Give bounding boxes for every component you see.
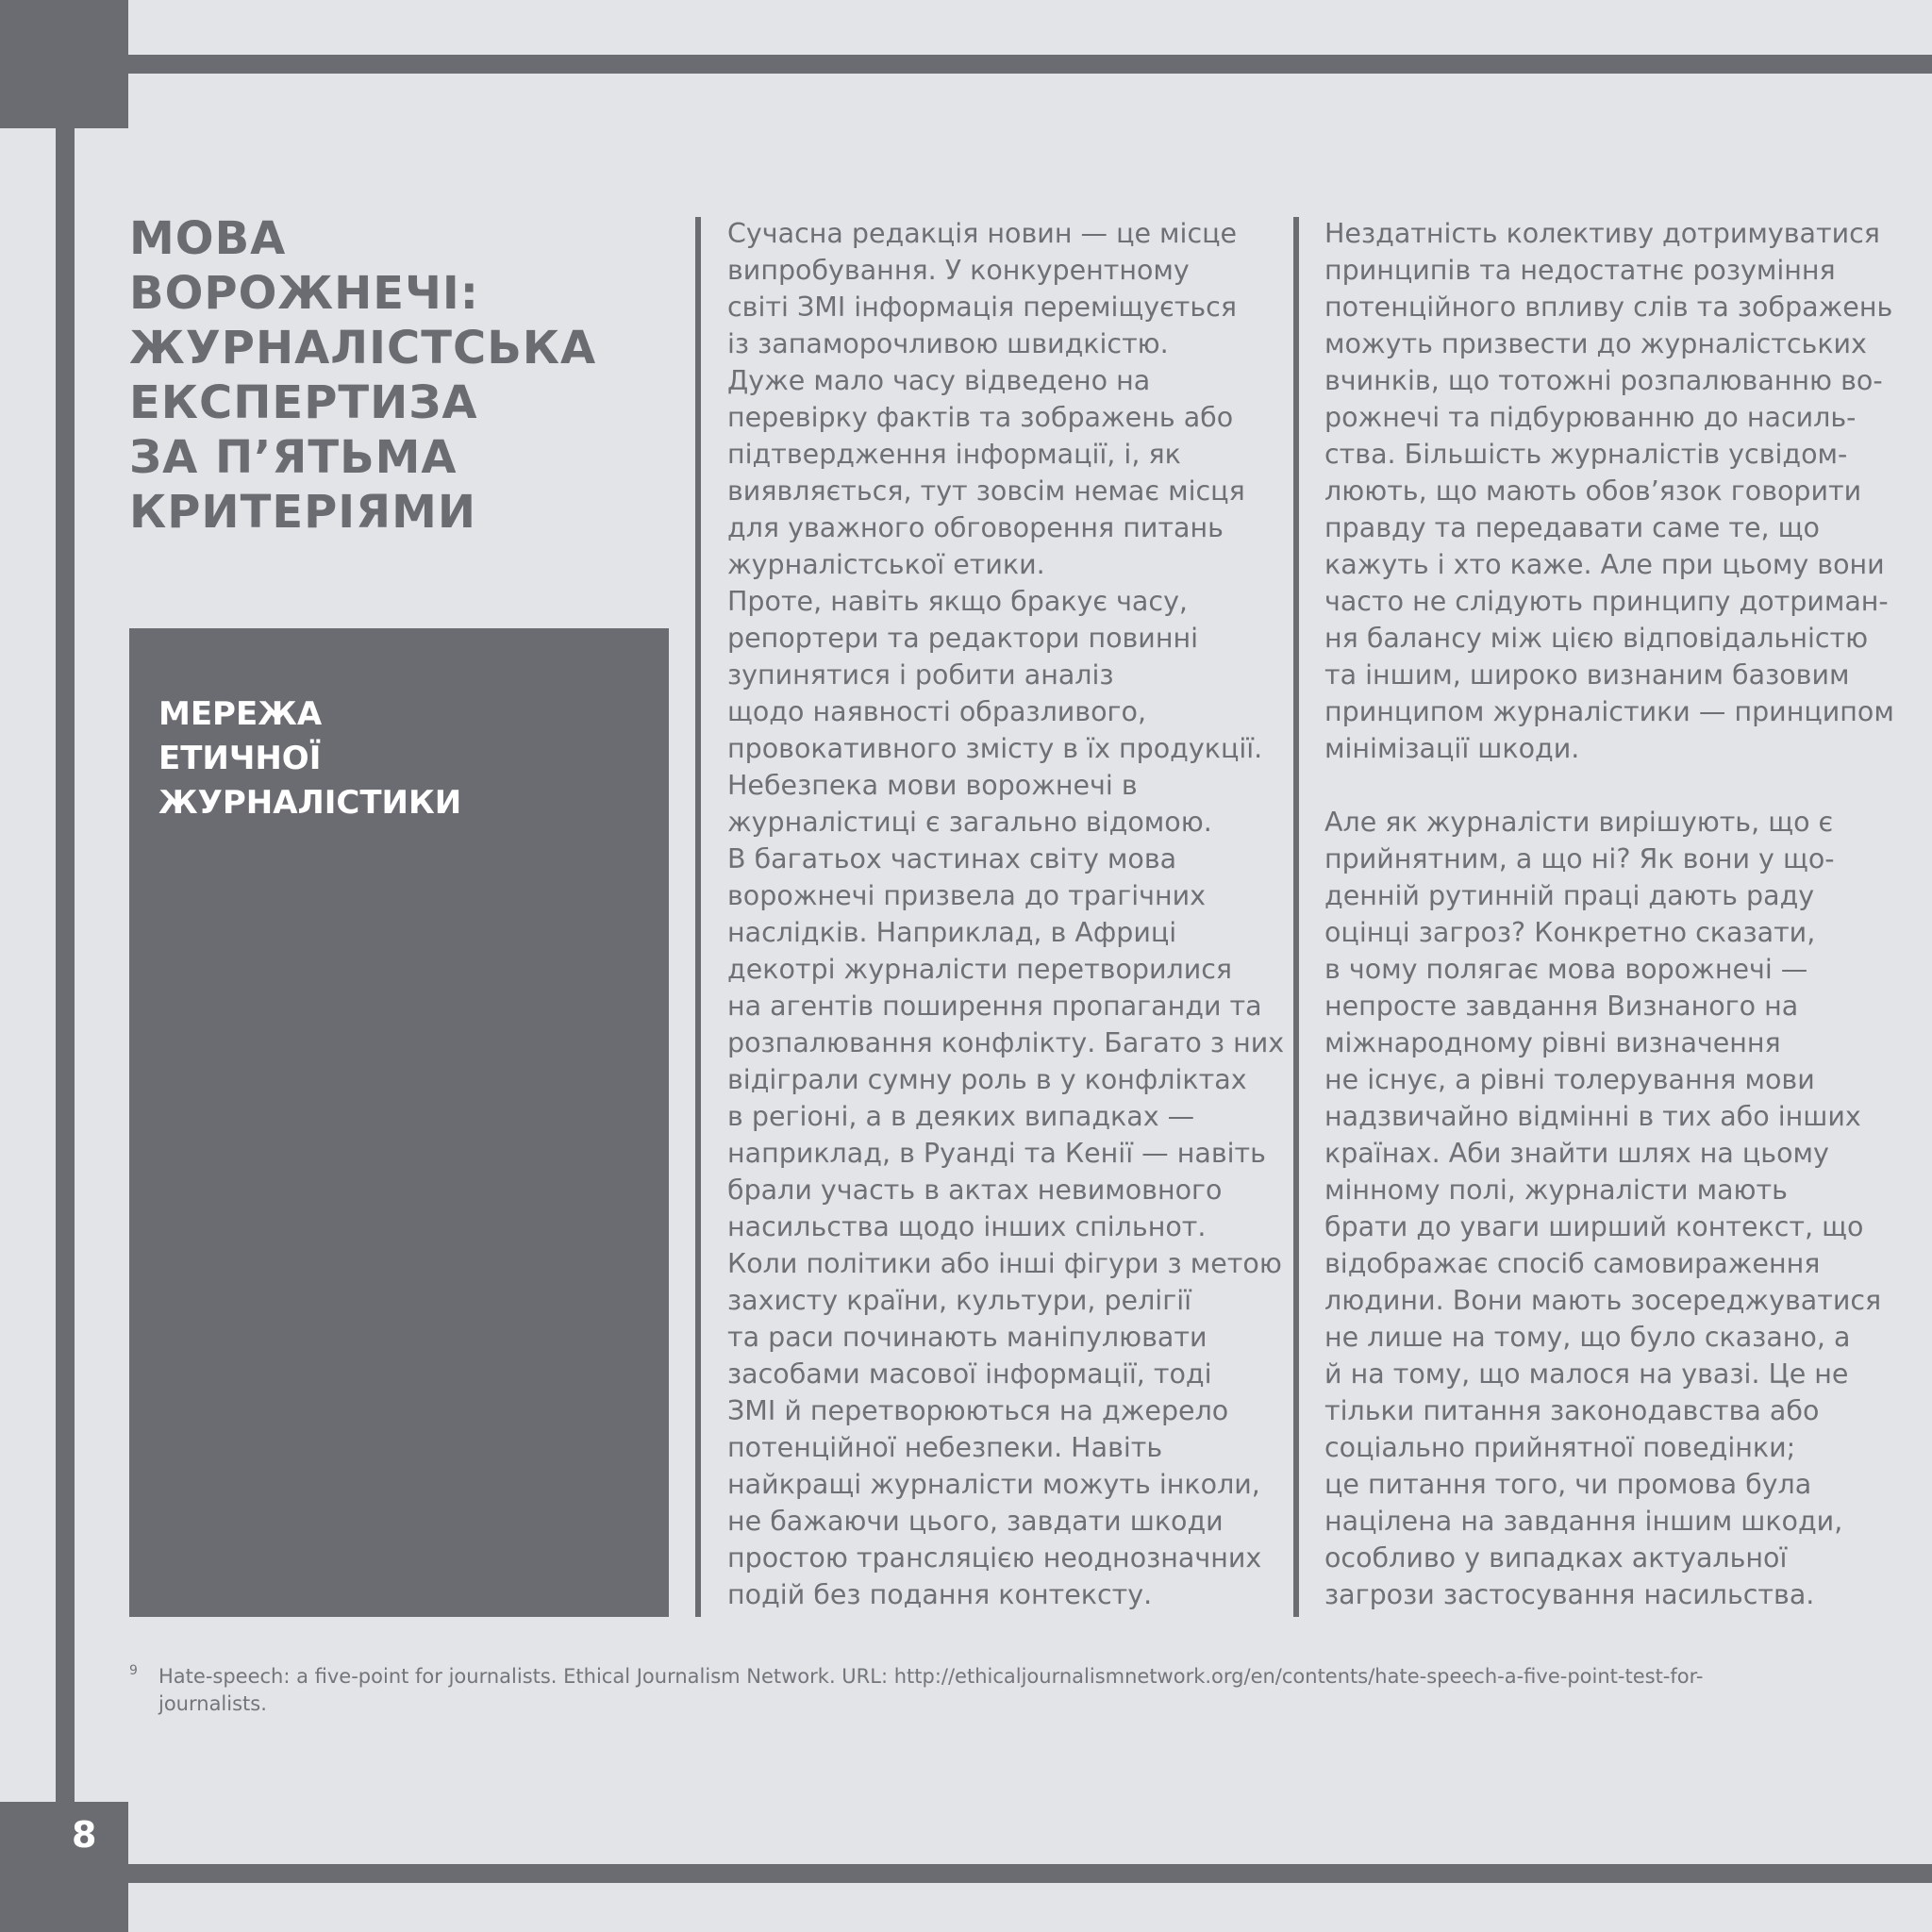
text-line: наслідків. Наприклад, в Африці (727, 917, 1177, 948)
text-line: Проте, навіть якщо бракує часу, (727, 586, 1188, 617)
text-line: та іншим, широко визнаним базовим (1324, 659, 1850, 691)
page-number: 8 (72, 1814, 97, 1856)
column-1-rule (695, 217, 701, 1617)
text-line: це питання того, чи промова була (1324, 1469, 1812, 1500)
column-2-paragraph-1 (1324, 215, 1894, 767)
text-line: відображає спосіб самовираження (1324, 1248, 1821, 1279)
frame-left-inset (0, 128, 56, 1802)
text-line: насильства щодо інших спільнот. (727, 1211, 1207, 1242)
text-line: мінному полі, журналісти мають (1324, 1174, 1788, 1206)
text-line: прийнятним, а що ні? Як вони у що- (1324, 843, 1835, 874)
text-line: непросте завдання Визнаного на (1324, 991, 1799, 1022)
title-line: ЖУРНАЛІСТСЬКА (129, 322, 597, 375)
text-line: країнах. Аби знайти шлях на цьому (1324, 1138, 1829, 1169)
text-line: часто не слідують принципу дотриман- (1324, 586, 1889, 617)
text-line: журналістської етики. (727, 549, 1045, 580)
box-line: ЖУРНАЛІСТИКИ (158, 784, 462, 822)
text-line: простою трансляцією неоднозначних (727, 1542, 1262, 1574)
text-line: Небезпека мови ворожнечі в (727, 770, 1138, 801)
text-line: Коли політики або інші фігури з метою (727, 1248, 1282, 1279)
text-line: не бажаючи цього, завдати шкоди (727, 1506, 1224, 1537)
text-line: щодо наявності образливого, (727, 696, 1147, 727)
text-line: провокативного змісту в їх продукції. (727, 733, 1263, 764)
text-line: тільки питання законодавства або (1324, 1395, 1820, 1426)
text-line: виявляється, тут зовсім немає місця (727, 475, 1245, 507)
text-line: зупинятися і робити аналіз (727, 659, 1114, 691)
text-line: принципів та недостатнє розуміння (1324, 255, 1836, 286)
text-line: й на тому, що малося на увазі. Це не (1324, 1358, 1849, 1390)
column-2-paragraph-2 (1324, 804, 1890, 1613)
text-line: особливо у випадках актуальної (1324, 1542, 1788, 1574)
title-line: ЗА П’ЯТЬМА (129, 431, 458, 484)
title-line: МОВА (129, 212, 287, 265)
text-line: засобами масової інформації, тоді (727, 1358, 1212, 1390)
text-line: можуть призвести до журналістських (1324, 328, 1867, 359)
footnote (129, 1663, 1827, 1718)
text-line: Сучасна редакція новин — це місце (727, 218, 1238, 249)
text-line: для уважного обговорення питань (727, 512, 1224, 543)
text-line: принципом журналістики — принципом (1324, 696, 1894, 727)
text-line: націлена на завдання іншим шкоди, (1324, 1506, 1843, 1537)
text-line: не лише на тому, що було сказано, а (1324, 1322, 1851, 1353)
title-line: ВОРОЖНЕЧІ: (129, 267, 479, 320)
sidebar-box-heading (158, 692, 630, 825)
text-line: В багатьох частинах світу мова (727, 843, 1177, 874)
body-column-2 (1324, 215, 1894, 1613)
text-line: не існує, а рівні толерування мови (1324, 1064, 1815, 1095)
text-line: потенційного впливу слів та зображень (1324, 291, 1893, 323)
text-line: репортери та редактори повинні (727, 623, 1199, 654)
text-line: вчинків, що тотожні розпалюванню во- (1324, 365, 1883, 396)
box-line: ЕТИЧНОЇ (158, 740, 322, 777)
sidebar-box (129, 628, 669, 1617)
text-line: людини. Вони мають зосереджуватися (1324, 1285, 1882, 1316)
text-line: декотрі журналісти перетворилися (727, 954, 1233, 985)
page-title (129, 211, 676, 540)
text-line: відіграли сумну роль в у конфліктах (727, 1064, 1247, 1095)
frame-bottom-bar (0, 1864, 1932, 1883)
body-column-1 (727, 215, 1293, 1613)
frame-left-bar (56, 74, 75, 1866)
text-line: соціально прийнятної поведінки; (1324, 1432, 1796, 1463)
text-line: люють, що мають обов’язок говорити (1324, 475, 1862, 507)
text-line: брати до уваги ширший контекст, що (1324, 1211, 1864, 1242)
column-2-rule (1293, 217, 1299, 1617)
text-line: Нездатність колективу дотримуватися (1324, 218, 1880, 249)
text-line: розпалювання конфлікту. Багато з них (727, 1027, 1285, 1058)
text-line: та раси починають маніпулювати (727, 1322, 1208, 1353)
title-line: ЕКСПЕРТИЗА (129, 376, 478, 429)
footnote-line: journalists. (158, 1692, 267, 1715)
text-line: перевірку фактів та зображень або (727, 402, 1234, 433)
frame-top-bar (0, 55, 1932, 74)
text-line: мінімізації шкоди. (1324, 733, 1580, 764)
footnote-line: Hate-speech: a five-point for journalists. Ethical Journalism Network. URL: http://ethicaljournalismnetwork.org/en/contents/hate-speech-a-five-point-test-for- (158, 1665, 1704, 1688)
text-line: в чому полягає мова ворожнечі — (1324, 954, 1808, 985)
text-line: оцінці загроз? Конкретно сказати, (1324, 917, 1816, 948)
text-line: правду та передавати саме те, що (1324, 512, 1820, 543)
text-line: брали участь в актах невимовного (727, 1174, 1223, 1206)
text-line: в регіоні, а в деяких випадках — (727, 1101, 1195, 1132)
paragraph-gap (1324, 767, 1890, 804)
text-line: захисту країни, культури, релігії (727, 1285, 1192, 1316)
text-line: кажуть і хто каже. Але при цьому вони (1324, 549, 1885, 580)
text-line: загрози застосування насильства. (1324, 1579, 1815, 1610)
text-line: випробування. У конкурентному (727, 255, 1190, 286)
text-line: Але як журналісти вирішують, що є (1324, 807, 1834, 838)
text-line: потенційної небезпеки. Навіть (727, 1432, 1163, 1463)
text-line: наприклад, в Руанді та Кенії — навіть (727, 1138, 1266, 1169)
text-line: на агентів поширення пропаганди та (727, 991, 1262, 1022)
text-line: надзвичайно відмінні в тих або інших (1324, 1101, 1861, 1132)
text-line: найкращі журналісти можуть інколи, (727, 1469, 1260, 1500)
text-line: міжнародному рівні визначення (1324, 1027, 1781, 1058)
text-line: подій без подання контексту. (727, 1579, 1153, 1610)
title-line: КРИТЕРІЯМИ (129, 486, 477, 539)
text-line: Дуже мало часу відведено на (727, 365, 1151, 396)
text-line: денній рутинній праці дають раду (1324, 880, 1815, 911)
footnote-mark: 9 (129, 1663, 138, 1678)
text-line: світі ЗМІ інформація переміщується (727, 291, 1237, 323)
box-line: МЕРЕЖА (158, 695, 323, 733)
text-line: рожнечі та підбурюванню до насиль- (1324, 402, 1857, 433)
text-line: журналістиці є загально відомою. (727, 807, 1212, 838)
text-line: ворожнечі призвела до трагічних (727, 880, 1207, 911)
text-line: ЗМІ й перетворюються на джерело (727, 1395, 1229, 1426)
text-line: із запаморочливою швидкістю. (727, 328, 1169, 359)
text-line: ня балансу між цією відповідальністю (1324, 623, 1869, 654)
text-line: ства. Більшість журналістів усвідом- (1324, 439, 1848, 470)
text-line: підтвердження інформації, і, як (727, 439, 1181, 470)
